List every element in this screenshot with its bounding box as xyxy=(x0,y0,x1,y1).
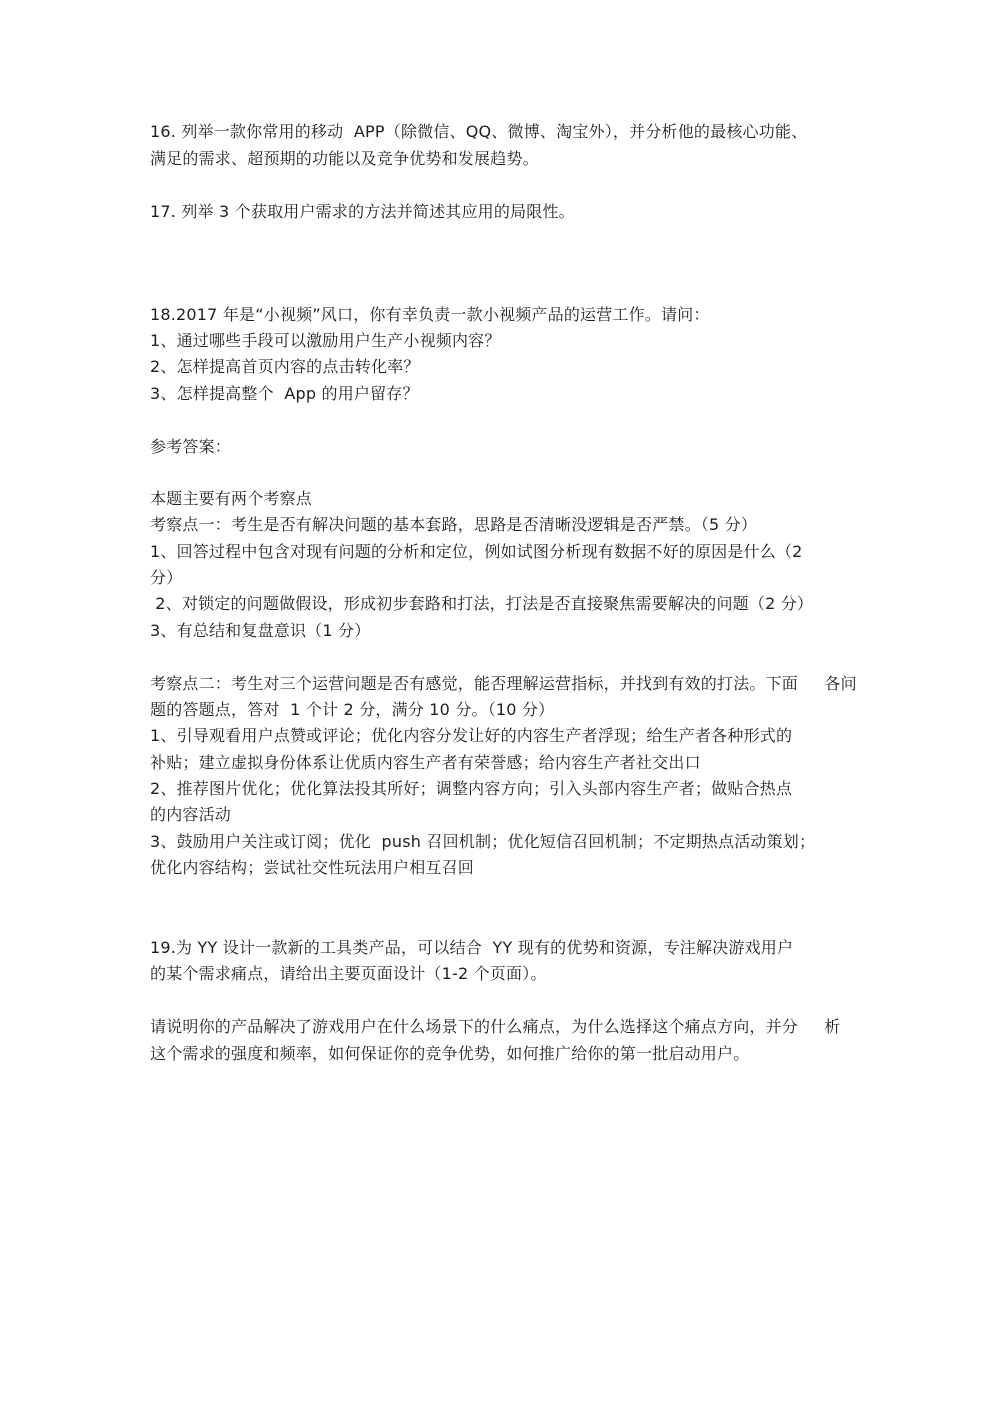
point2-line-5: 2、推荐图片优化；优化算法投其所好；调整内容方向；引入头部内容生产者；做贴合热点 xyxy=(150,779,793,798)
point2-line-8: 优化内容结构；尝试社交性玩法用户相互召回 xyxy=(150,858,475,877)
q18-line-4: 3、怎样提高整个 App 的用户留存？ xyxy=(150,384,419,403)
point1-line-1: 考察点一：考生是否有解决问题的基本套路，思路是否清晰没逻辑是否严禁。（5 分） xyxy=(150,515,758,534)
point2-line-6: 的内容活动 xyxy=(150,805,232,824)
q18-line-2: 1、通过哪些手段可以激励用户生产小视频内容？ xyxy=(150,331,501,350)
point2-line-7: 3、鼓励用户关注或订阅；优化 push 召回机制；优化短信召回机制；不定期热点活动策划； xyxy=(150,832,816,851)
q19-line-2: 的某个需求痛点，请给出主要页面设计（1-2 个页面）。 xyxy=(150,964,547,983)
point2-line-4: 补贴；建立虚拟身份体系让优质内容生产者有荣誉感；给内容生产者社交出口 xyxy=(150,753,701,772)
answer-intro: 本题主要有两个考察点 xyxy=(150,489,313,508)
q19-line-3: 请说明你的产品解决了游戏用户在什么场景下的什么痛点，为什么选择这个痛点方向，并分 析 xyxy=(150,1017,841,1036)
q17-line-1: 17. 列举 3 个获取用户需求的方法并简述其应用的局限性。 xyxy=(150,202,575,221)
point2-line-1: 考察点二：考生对三个运营问题是否有感觉，能否理解运营指标，并找到有效的打法。下面 各问 xyxy=(150,674,857,693)
q16-line-1: 16. 列举一款你常用的移动 APP（除微信、QQ、微博、淘宝外），并分析他的最核心功能、 xyxy=(150,122,808,141)
point1-line-3: 分） xyxy=(150,568,183,587)
q18-line-3: 2、怎样提高首页内容的点击转化率？ xyxy=(150,357,420,376)
point2-line-3: 1、引导观看用户点赞或评论；优化内容分发让好的内容生产者浮现；给生产者各种形式的 xyxy=(150,726,793,745)
answer-heading: 参考答案： xyxy=(150,437,232,456)
point2-line-2: 题的答题点，答对 1 个计 2 分，满分 10 分。（10 分） xyxy=(150,700,555,719)
q16-line-2: 满足的需求、超预期的功能以及竞争优势和发展趋势。 xyxy=(150,149,539,168)
point1-line-2: 1、回答过程中包含对现有问题的分析和定位，例如试图分析现有数据不好的原因是什么（2 xyxy=(150,542,803,561)
point1-line-5: 3、有总结和复盘意识（1 分） xyxy=(150,621,371,640)
q18-line-1: 18.2017 年是“小视频”风口，你有幸负责一款小视频产品的运营工作。请问： xyxy=(150,305,710,324)
point1-line-4: 2、对锁定的问题做假设，形成初步套路和打法，打法是否直接聚焦需要解决的问题（2 分） xyxy=(150,594,814,613)
q19-line-1: 19.为 YY 设计一款新的工具类产品，可以结合 YY 现有的优势和资源，专注解决游戏用户 xyxy=(150,938,794,957)
q19-line-4: 这个需求的强度和频率，如何保证你的竞争优势，如何推广给你的第一批启动用户。 xyxy=(150,1044,750,1063)
